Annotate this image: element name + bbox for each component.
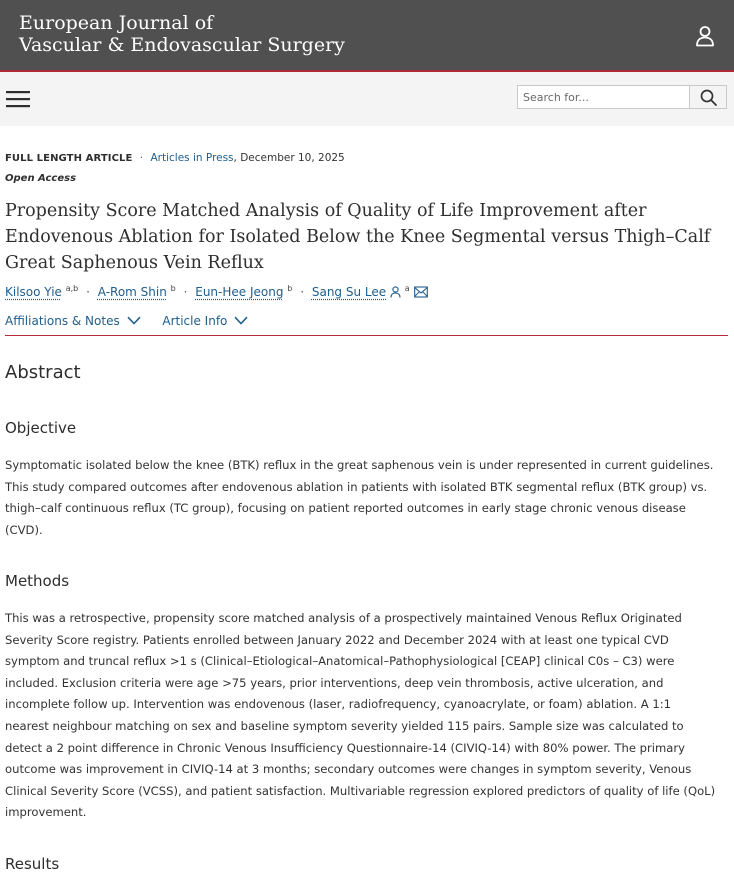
- meta-separator: ·: [139, 152, 144, 164]
- methods-text: This was a retrospective, propensity score matched analysis of a prospectively maintained Venous Reflux Originated Severity Score registry. Patients enrolled between January 2022 and December 2024 with at least one typical CVD symptom and truncal reflux >1 s (Clinical–Etiological–Anatomical–Pathophysiological [CEAP] clinical C0s – C3) were included. Exclusion criteria were age >75 years, prior interventions, deep vein thrombosis, active ulceration, and incomplete follow up. Intervention was endovenous (laser, radiofrequency, cyanoacrylate, or foam) ablation. A 1:1 nearest neighbour matching on sex and baseline symptom severity yielded 115 pairs. Sample size was calculated to detect a 2 point difference in Chronic Venous Insufficiency Questionnaire-14 (CIVIQ-14) with 80% power. The primary outcome was improvement in CIVIQ-14 at 3 months; secondary outcomes were changes in symptom severity, Venous Clinical Severity Score (VCSS), and patient satisfaction. Multivariable regression explored predictors of quality of life (QoL) improvement.: [5, 611, 716, 820]
- search-input[interactable]: [518, 87, 693, 109]
- results-heading: Results: [5, 855, 60, 873]
- email-icon[interactable]: [414, 286, 428, 298]
- objective-heading: Objective: [5, 419, 77, 437]
- article-meta: [5, 152, 345, 164]
- author-affiliation: b: [170, 284, 176, 293]
- search-button[interactable]: [689, 85, 727, 109]
- abstract-heading: Abstract: [5, 362, 81, 383]
- issue-link[interactable]: Articles in Press: [150, 152, 234, 164]
- hamburger-menu-icon[interactable]: [6, 89, 30, 109]
- article-info-label: Article Info: [162, 314, 228, 328]
- section-divider: [5, 335, 728, 336]
- author-affiliation: a,b: [65, 284, 79, 293]
- objective-text: Symptomatic isolated below the knee (BTK) reflux in the great saphenous vein is under represented in current guidelines. This study compared outcomes after endovenous ablation in patients with isolated BTK segmental reflux (BTK group) vs. thigh–calf continuous reflux (TC group), focusing on patient reported outcomes in early stage chronic venous disease (CVD).: [5, 458, 714, 537]
- journal-logo-title[interactable]: [19, 12, 345, 56]
- person-icon[interactable]: [390, 286, 401, 298]
- search-icon: [700, 89, 717, 106]
- author-link[interactable]: Kilsoo Yie: [5, 285, 62, 299]
- author-separator: ·: [183, 285, 188, 299]
- search-field[interactable]: [517, 85, 690, 109]
- author-link[interactable]: Eun-Hee Jeong: [195, 285, 284, 299]
- article-info-toggle[interactable]: [162, 314, 248, 328]
- article-sub-links: [5, 314, 248, 328]
- chevron-down-icon: [127, 316, 141, 325]
- author-list: [5, 284, 428, 299]
- article-date: , December 10, 2025: [233, 152, 345, 164]
- article-type: FULL LENGTH ARTICLE: [5, 153, 133, 164]
- open-access-label: Open Access: [5, 173, 77, 184]
- author-separator: ·: [300, 285, 305, 299]
- chevron-down-icon: [234, 316, 248, 325]
- methods-heading: Methods: [5, 572, 70, 590]
- article-title: Propensity Score Matched Analysis of Quality of Life Improvement after Endovenous Ablation for Isolated Below the Knee Segmental versus Thigh–Calf Great Saphenous Vein Reflux: [5, 201, 711, 273]
- affiliations-notes-toggle[interactable]: [5, 314, 144, 328]
- user-icon[interactable]: [695, 25, 715, 47]
- author-link[interactable]: A-Rom Shin: [97, 285, 167, 299]
- author-affiliation: b: [287, 284, 293, 293]
- site-header: [0, 0, 734, 72]
- author-separator: ·: [86, 285, 90, 299]
- author-affiliation: a: [404, 284, 410, 293]
- journal-title-line2: Vascular & Endovascular Surgery: [19, 34, 345, 56]
- author-link[interactable]: Sang Su Lee: [311, 285, 387, 299]
- affiliations-notes-label: Affiliations & Notes: [5, 314, 120, 328]
- journal-title-line1: European Journal of: [19, 12, 214, 34]
